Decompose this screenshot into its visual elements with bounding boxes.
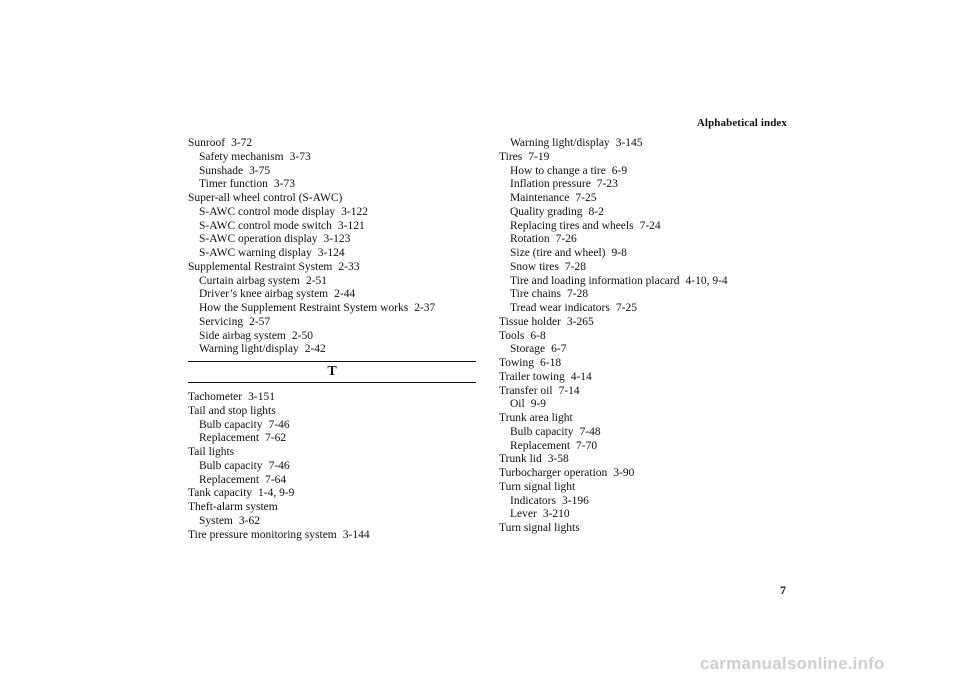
index-subentry [499, 220, 789, 234]
index-column-left [188, 137, 478, 542]
entry-page-ref[interactable]: 7-70 [576, 439, 598, 452]
entry-term: Driver’s knee airbag system [199, 288, 329, 301]
entry-term: Oil [510, 398, 525, 411]
entry-term: Storage [510, 343, 546, 356]
entry-term: How to change a tire [510, 164, 606, 177]
entry-page-ref[interactable]: 9-9 [530, 398, 547, 411]
entry-page-ref[interactable]: 3-210 [542, 508, 570, 521]
index-entry [499, 357, 789, 371]
entry-term: Bulb capacity [510, 425, 574, 438]
entry-page-ref[interactable]: 7-25 [615, 302, 637, 314]
index-subentry [188, 343, 478, 357]
entry-term: Sunshade [199, 164, 244, 177]
entry-term: Bulb capacity [199, 418, 263, 431]
entry-term: Super-all wheel control (S-AWC) [188, 192, 343, 204]
index-subentry [188, 330, 478, 344]
entry-term: Trunk area light [499, 412, 573, 424]
index-entry [499, 151, 789, 165]
entry-page-ref[interactable]: 3-265 [566, 315, 594, 328]
entry-page-ref[interactable]: 9-8 [611, 247, 627, 259]
entry-page-ref[interactable]: 2-42 [304, 343, 326, 356]
index-entry [188, 529, 478, 543]
entry-term: Tank capacity [188, 487, 253, 500]
entry-term: Trunk lid [499, 453, 542, 466]
index-entry [188, 501, 478, 515]
entry-page-ref[interactable]: 7-64 [265, 473, 287, 486]
entry-term: Tail and stop lights [188, 404, 276, 417]
index-entry [188, 391, 478, 405]
entry-term: Tail lights [188, 446, 235, 458]
index-entry [499, 330, 789, 344]
entry-page-ref[interactable]: 6-7 [551, 343, 567, 356]
entry-term: Tire chains [510, 288, 562, 301]
index-subentry [499, 178, 789, 192]
entry-page-ref[interactable]: 2-50 [291, 329, 313, 342]
index-entry [188, 137, 478, 151]
index-entry [188, 192, 478, 206]
entry-page-ref[interactable]: 7-46 [268, 459, 290, 472]
entry-page-ref[interactable]: 7-23 [596, 178, 618, 191]
index-entry [499, 371, 789, 385]
index-entry [188, 446, 478, 460]
index-subentry [499, 302, 789, 316]
index-subentry [499, 261, 789, 275]
entry-term: Size (tire and wheel) [510, 247, 606, 259]
page-header-title: Alphabetical index [696, 117, 787, 129]
watermark-text: carmanualsonline.info [700, 654, 885, 673]
entry-page-ref[interactable]: 7-25 [575, 192, 597, 204]
entry-page-ref[interactable]: 2-57 [249, 315, 271, 328]
entry-term: Tires [499, 150, 523, 163]
index-subentry [188, 316, 478, 330]
entry-term: Warning light/display [199, 343, 299, 356]
index-entry [188, 487, 478, 501]
index-subentry [188, 515, 478, 529]
entry-page-ref[interactable]: 7-48 [579, 425, 601, 438]
entry-term: Maintenance [510, 192, 570, 204]
entry-term: Replacement [199, 432, 260, 445]
index-subentry [188, 288, 478, 302]
entry-term: Side airbag system [199, 329, 286, 342]
index-subentry [188, 432, 478, 446]
index-subentry [188, 474, 478, 488]
index-subentry [188, 247, 478, 261]
entry-page-ref[interactable]: 3-145 [615, 137, 643, 149]
entry-page-ref[interactable]: 6-9 [611, 164, 628, 177]
index-subentry [499, 508, 789, 522]
entry-page-ref[interactable]: 3-123 [323, 233, 351, 246]
entry-page-ref[interactable]: 3-122 [341, 205, 368, 218]
index-entry [499, 412, 789, 426]
index-subentry [188, 178, 478, 192]
index-entry [499, 316, 789, 330]
entry-page-ref[interactable]: 2-37 [414, 302, 436, 314]
index-subentry [499, 495, 789, 509]
entry-term: Bulb capacity [199, 459, 263, 472]
entry-page-ref[interactable]: 7-19 [528, 150, 550, 163]
entry-page-ref[interactable]: 6-8 [530, 329, 546, 342]
entry-page-ref[interactable]: 2-33 [338, 260, 360, 273]
entry-term: S-AWC control mode switch [199, 219, 332, 232]
entry-page-ref[interactable]: 3-124 [317, 247, 345, 259]
entry-page-ref[interactable]: 4-14 [570, 370, 592, 383]
index-subentry [188, 302, 478, 316]
entry-term: Warning light/display [510, 137, 610, 149]
index-entry [188, 405, 478, 419]
entry-page-ref[interactable]: 7-28 [564, 260, 586, 273]
index-entry [499, 522, 789, 536]
index-subentry [499, 192, 789, 206]
entry-term: Tire and loading information placard [510, 274, 680, 287]
index-subentry [499, 137, 789, 151]
entry-term: S-AWC warning display [199, 247, 312, 259]
index-subentry [499, 275, 789, 289]
entry-term: Curtain airbag system [199, 274, 300, 287]
entry-term: Tire pressure monitoring system [188, 528, 337, 541]
entry-page-ref[interactable]: 3-72 [231, 137, 253, 149]
index-subentry [188, 233, 478, 247]
index-subentry [499, 398, 789, 412]
entry-page-ref[interactable]: 3-62 [238, 514, 260, 527]
entry-page-ref[interactable]: 3-73 [273, 178, 295, 191]
entry-page-ref[interactable]: 7-28 [567, 288, 589, 301]
entry-page-ref[interactable]: 2-51 [305, 274, 328, 287]
entry-term: Tissue holder [499, 315, 561, 328]
index-column-right [499, 137, 789, 536]
entry-term: How the Supplement Restraint System works [199, 302, 409, 314]
entry-page-ref[interactable]: 2-44 [334, 288, 356, 301]
index-subentry [188, 419, 478, 433]
entry-page-ref[interactable]: 3-144 [342, 528, 370, 541]
index-subentry [499, 426, 789, 440]
entry-term: Lever [510, 508, 537, 521]
entry-term: Turbocharger operation [499, 467, 608, 479]
entry-page-ref[interactable]: 7-26 [555, 233, 577, 246]
entry-page-ref[interactable]: 3-196 [561, 494, 589, 507]
entry-page-ref[interactable]: 7-62 [265, 432, 287, 445]
index-subentry [188, 460, 478, 474]
entry-page-ref[interactable]: 7-24 [639, 219, 661, 232]
entry-page-ref[interactable]: 3-73 [289, 150, 311, 163]
entry-term: Trailer towing [499, 370, 565, 383]
entry-term: S-AWC operation display [199, 233, 318, 246]
index-subentry [499, 343, 789, 357]
index-subentry [499, 247, 789, 261]
index-subentry [188, 275, 478, 289]
index-subentry [499, 165, 789, 179]
entry-page-ref[interactable]: 3-121 [337, 219, 365, 232]
index-entry [499, 481, 789, 495]
entry-term: System [199, 514, 233, 527]
index-entry [499, 453, 789, 467]
index-subentry [188, 220, 478, 234]
entry-page-ref[interactable]: 6-18 [539, 357, 562, 369]
entry-term: Theft-alarm system [188, 501, 278, 513]
entry-term: Turn signal light [499, 480, 576, 493]
entry-term: Replacement [199, 473, 260, 486]
entry-term: Transfer oil [499, 384, 553, 397]
entry-term: Rotation [510, 233, 550, 246]
entry-page-ref[interactable]: 7-46 [268, 418, 290, 431]
entry-page-ref[interactable]: 4-10, 9-4 [685, 274, 728, 287]
index-entry [188, 261, 478, 275]
entry-term: Inflation pressure [510, 178, 591, 191]
index-subentry [499, 233, 789, 247]
index-subentry [188, 165, 478, 179]
entry-term: Replacement [510, 439, 571, 452]
section-heading: T [188, 361, 476, 383]
entry-term: Supplemental Restraint System [188, 260, 333, 273]
entry-page-ref[interactable]: 7-14 [558, 384, 580, 397]
entry-term: Servicing [199, 315, 244, 328]
index-subentry [499, 440, 789, 454]
index-subentry [499, 288, 789, 302]
entry-page-ref[interactable]: 3-90 [613, 467, 635, 479]
entry-term: Tools [499, 329, 525, 342]
entry-term: Tread wear indicators [510, 302, 610, 314]
entry-page-ref[interactable]: 3-58 [547, 453, 569, 466]
entry-term: Turn signal lights [499, 522, 580, 534]
index-entry [499, 385, 789, 399]
entry-term: Safety mechanism [199, 150, 284, 163]
entry-term: Quality grading [510, 205, 583, 218]
entry-page-ref[interactable]: 8-2 [588, 205, 604, 218]
entry-term: Towing [499, 357, 534, 369]
entry-page-ref[interactable]: 3-151 [248, 391, 275, 403]
index-subentry [188, 151, 478, 165]
index-subentry [188, 206, 478, 220]
entry-term: Timer function [199, 178, 268, 191]
entry-page-ref[interactable]: 3-75 [249, 164, 271, 177]
page-number: 7 [780, 583, 786, 597]
index-subentry [499, 206, 789, 220]
entry-term: Tachometer [188, 391, 243, 403]
entry-term: Replacing tires and wheels [510, 219, 634, 232]
index-entry [499, 467, 789, 481]
entry-term: Sunroof [188, 137, 226, 149]
entry-page-ref[interactable]: 1-4, 9-9 [258, 487, 295, 500]
entry-term: S-AWC control mode display [199, 205, 336, 218]
entry-term: Snow tires [510, 260, 559, 273]
entry-term: Indicators [510, 494, 556, 507]
